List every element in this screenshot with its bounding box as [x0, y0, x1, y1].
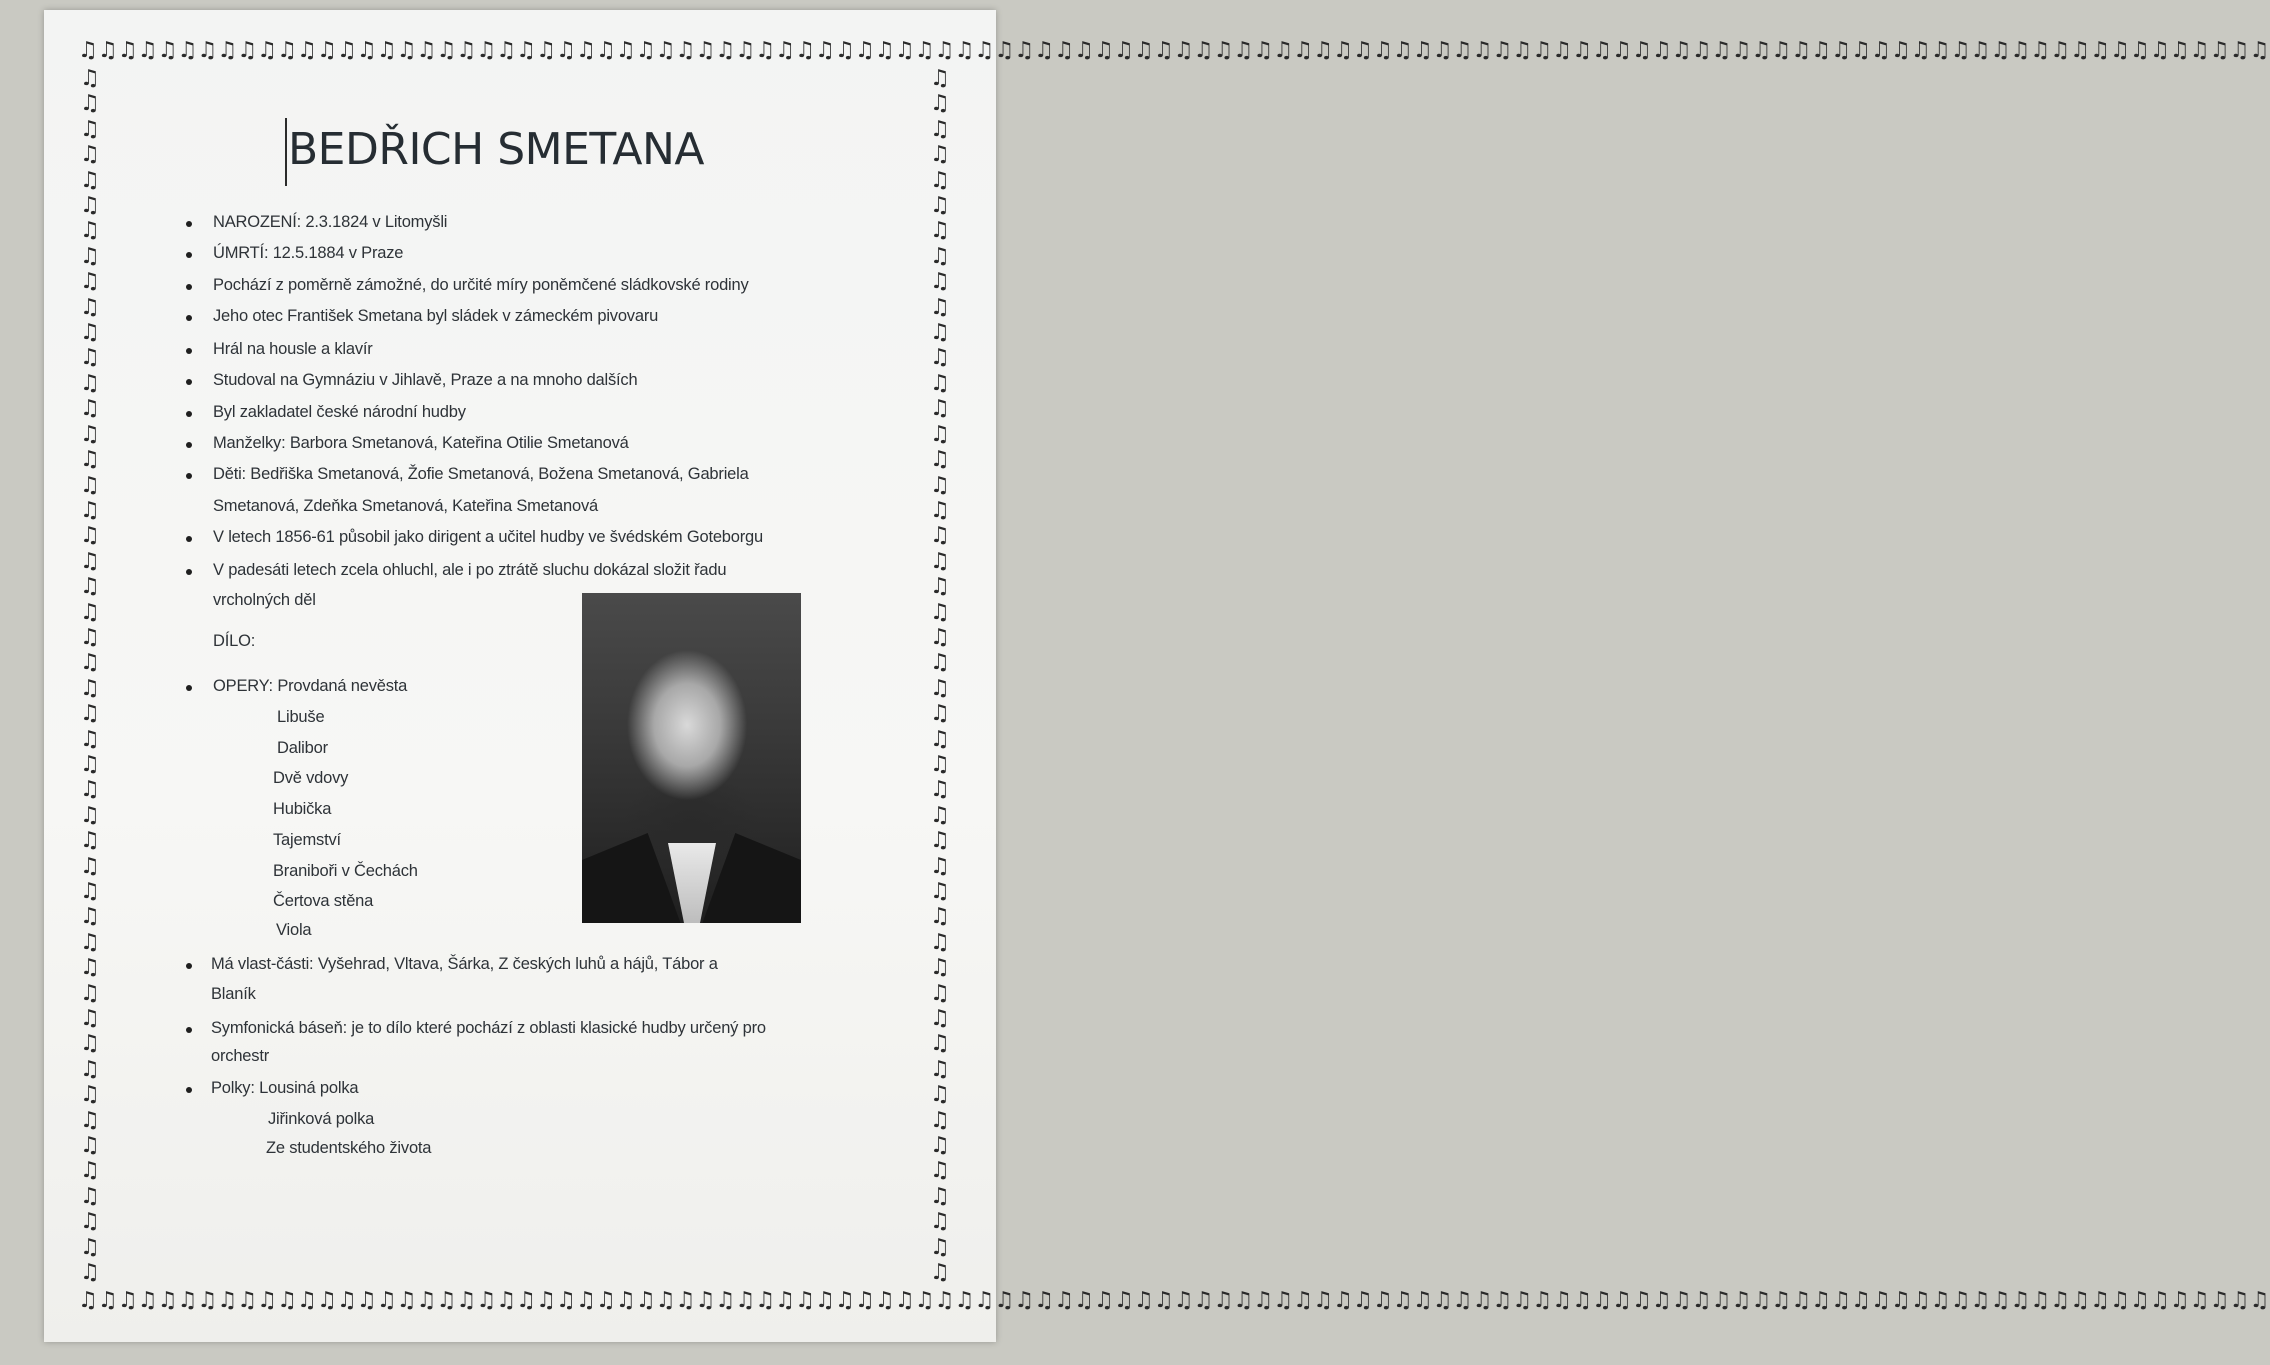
text-line: Studoval na Gymnáziu v Jihlavě, Praze a na mnoho dalších	[213, 371, 638, 389]
music-note-border-bottom: ♫♫♫♫♫♫♫♫♫♫♫♫♫♫♫♫♫♫♫♫♫♫♫♫♫♫♫♫♫♫♫♫♫♫♫♫♫♫♫♫♫♫♫♫♫♫♫♫♫♫♫♫♫♫♫♫♫♫♫♫♫♫♫♫♫♫♫♫♫♫♫♫♫♫♫♫♫♫♫♫♫♫♫♫♫♫♫♫♫♫♫♫♫♫♫♫♫♫♫♫♫♫♫♫♫♫♫♫♫♫	[78, 1288, 2270, 1313]
text-line: Hubička	[273, 800, 332, 818]
text-line: vrcholných děl	[213, 591, 316, 609]
bullet-point	[186, 963, 192, 969]
text-line: NAROZENÍ: 2.3.1824 v Litomyšli	[213, 213, 448, 231]
bullet-point	[186, 379, 192, 385]
bullet-point	[186, 221, 192, 227]
text-line: orchestr	[211, 1047, 270, 1065]
text-line: Braniboři v Čechách	[273, 862, 418, 880]
text-line: Jiřinková polka	[268, 1110, 375, 1128]
text-line: OPERY: Provdaná nevěsta	[213, 677, 408, 695]
text-line: Čertova stěna	[273, 892, 374, 910]
document-page	[44, 10, 2270, 1342]
music-note-border-top: ♫♫♫♫♫♫♫♫♫♫♫♫♫♫♫♫♫♫♫♫♫♫♫♫♫♫♫♫♫♫♫♫♫♫♫♫♫♫♫♫♫♫♫♫♫♫♫♫♫♫♫♫♫♫♫♫♫♫♫♫♫♫♫♫♫♫♫♫♫♫♫♫♫♫♫♫♫♫♫♫♫♫♫♫♫♫♫♫♫♫♫♫♫♫♫♫♫♫♫♫♫♫♫♫♫♫♫♫♫♫	[78, 38, 2270, 63]
bullet-point	[186, 315, 192, 321]
text-line: Dvě vdovy	[273, 769, 349, 787]
text-line: Jeho otec František Smetana byl sládek v zámeckém pivovaru	[213, 307, 659, 325]
bullet-point	[186, 252, 192, 258]
bullet-point	[186, 284, 192, 290]
text-line: Byl zakladatel české národní hudby	[213, 403, 466, 421]
bullet-point	[186, 1027, 192, 1033]
text-line: Hrál na housle a klavír	[213, 340, 373, 358]
text-line: Symfonická báseň: je to dílo které pochází z oblasti klasické hudby určený pro	[211, 1019, 766, 1037]
text-line: Libuše	[277, 708, 325, 726]
bullet-point	[186, 536, 192, 542]
text-line: Dalibor	[277, 739, 328, 757]
music-note-border-left: ♫♫♫♫♫♫♫♫♫♫♫♫♫♫♫♫♫♫♫♫♫♫♫♫♫♫♫♫♫♫♫♫♫♫♫♫♫♫♫♫♫♫♫♫♫♫♫♫	[80, 66, 100, 1286]
text-line: ÚMRTÍ: 12.5.1884 v Praze	[213, 244, 404, 262]
text-line: V letech 1856-61 působil jako dirigent a učitel hudby ve švédském Goteborgu	[213, 528, 764, 546]
page-title: BEDŘICH SMETANA	[288, 124, 704, 175]
text-line: Děti: Bedřiška Smetanová, Žofie Smetanová, Božena Smetanová, Gabriela	[213, 465, 749, 483]
text-line: Manželky: Barbora Smetanová, Kateřina Otilie Smetanová	[213, 434, 629, 452]
bullet-point	[186, 569, 192, 575]
text-line: Má vlast-části: Vyšehrad, Vltava, Šárka, Z českých luhů a hájů, Tábor a	[211, 955, 718, 973]
text-line: Viola	[276, 921, 312, 939]
bullet-point	[186, 442, 192, 448]
text-line: Blaník	[211, 985, 256, 1003]
text-line: Ze studentského života	[266, 1139, 432, 1157]
portrait-photo	[582, 593, 801, 923]
text-line: Tajemství	[273, 831, 341, 849]
bullet-point	[186, 1087, 192, 1093]
text-line: DÍLO:	[213, 632, 256, 650]
text-cursor	[285, 118, 287, 186]
bullet-point	[186, 473, 192, 479]
text-line: V padesáti letech zcela ohluchl, ale i po ztrátě sluchu dokázal složit řadu	[213, 561, 727, 579]
text-line: Pochází z poměrně zámožné, do určité míry poněmčené sládkovské rodiny	[213, 276, 749, 294]
bullet-point	[186, 411, 192, 417]
music-note-border-right: ♫♫♫♫♫♫♫♫♫♫♫♫♫♫♫♫♫♫♫♫♫♫♫♫♫♫♫♫♫♫♫♫♫♫♫♫♫♫♫♫♫♫♫♫♫♫♫♫	[930, 66, 950, 1286]
text-line: Polky: Lousiná polka	[211, 1079, 359, 1097]
text-line: Smetanová, Zdeňka Smetanová, Kateřina Smetanová	[213, 497, 598, 515]
bullet-point	[186, 685, 192, 691]
bullet-point	[186, 348, 192, 354]
